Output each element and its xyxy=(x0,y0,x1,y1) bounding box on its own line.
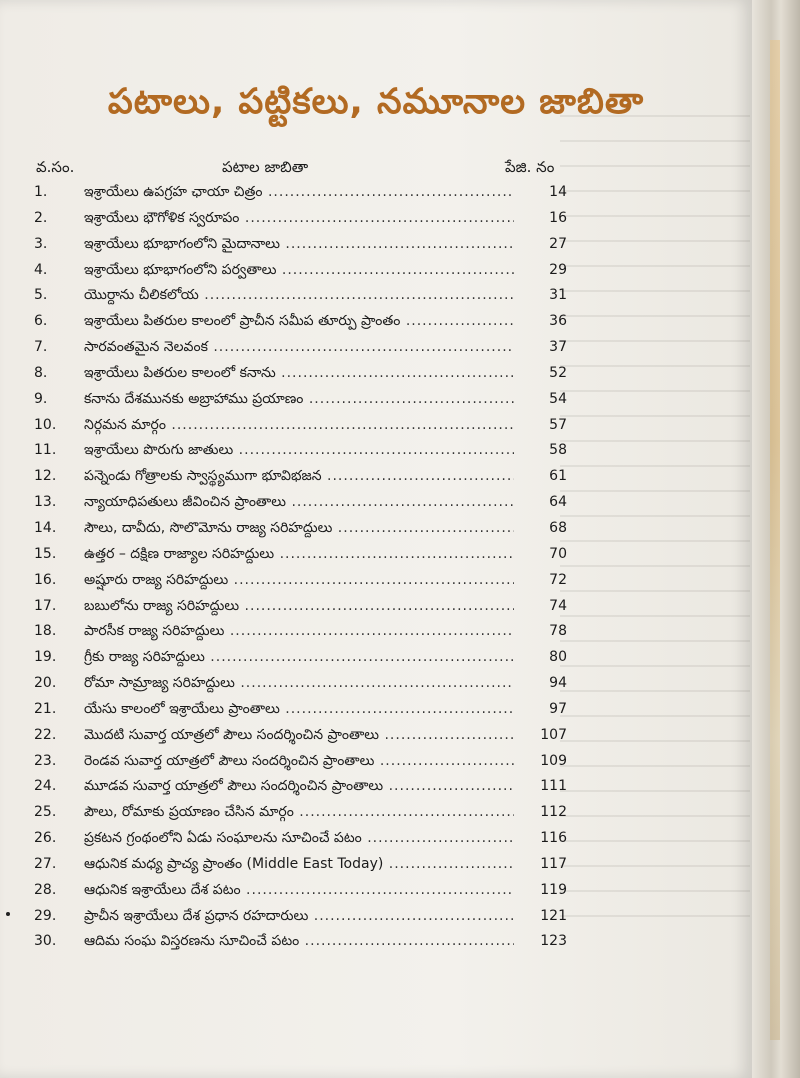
entry-title: ఇశ్రాయేలు పొరుగు జాతులు ..... xyxy=(84,442,514,461)
entry-title: న్యాయాధిపతులు జీవించిన ప్రాంతాలు ..... xyxy=(84,494,514,513)
entry-title: యొర్దాను చీలికలోయ ..... xyxy=(84,287,514,306)
entry-title: ఇశ్రాయేలు భూభాగంలోని మైదానాలు ..... xyxy=(84,236,514,255)
entry-page: 36 xyxy=(549,313,567,330)
entry-page: 112 xyxy=(540,804,567,821)
entry-page: 78 xyxy=(549,623,567,640)
entry-number: 8. xyxy=(34,364,48,381)
entry-number: 19. xyxy=(34,649,57,666)
entry-title: నిర్గమన మార్గం ..... xyxy=(84,417,514,436)
list-item xyxy=(0,878,752,904)
entry-number: 24. xyxy=(34,778,57,795)
entry-title: ఇశ్రాయేలు పితరుల కాలంలో కనాను ..... xyxy=(84,365,514,384)
entry-page: 14 xyxy=(549,184,567,200)
list-item xyxy=(0,283,752,309)
list-item xyxy=(0,335,752,361)
entry-number: 21. xyxy=(34,700,57,717)
list-item xyxy=(0,258,752,284)
list-item xyxy=(0,206,752,232)
list-item xyxy=(0,619,752,645)
entry-number: 26. xyxy=(34,830,57,847)
entry-page: 74 xyxy=(549,597,567,614)
entry-title: అష్షూరు రాజ్య సరిహద్దులు ..... xyxy=(84,572,514,591)
list-item xyxy=(0,361,752,387)
ink-dot xyxy=(6,912,10,916)
entry-title: ఇశ్రాయేలు ఉపగ్రహ ఛాయా చిత్రం ..... xyxy=(84,184,514,203)
entry-page: 72 xyxy=(549,571,567,588)
serial-header: వ.సం. xyxy=(36,158,75,176)
entry-title: ఉత్తర – దక్షిణ రాజ్యాల సరిహద్దులు ..... xyxy=(84,546,514,565)
list-item xyxy=(0,516,752,542)
entry-page: 107 xyxy=(540,726,567,743)
entry-number: 15. xyxy=(34,545,57,562)
entry-page: 54 xyxy=(549,390,567,407)
entry-number: 29. xyxy=(34,907,57,924)
entry-title: ఇశ్రాయేలు భూభాగంలోని పర్వతాలు ..... xyxy=(84,262,514,281)
entry-page: 16 xyxy=(549,209,567,226)
entry-number: 27. xyxy=(34,855,57,872)
list-item xyxy=(0,490,752,516)
entry-page: 123 xyxy=(540,933,567,950)
entry-page: 64 xyxy=(549,494,567,511)
entry-number: 9. xyxy=(34,390,48,407)
entry-page: 52 xyxy=(549,364,567,381)
entry-number: 6. xyxy=(34,313,48,330)
list-item xyxy=(0,568,752,594)
entry-number: 25. xyxy=(34,804,57,821)
entry-number: 5. xyxy=(34,287,48,304)
list-item xyxy=(0,904,752,930)
entry-title: ఇశ్రాయేలు భౌగోళిక స్వరూపం ..... xyxy=(84,210,514,229)
entry-number: 22. xyxy=(34,726,57,743)
list-item xyxy=(0,438,752,464)
entry-page: 80 xyxy=(549,649,567,666)
entry-page: 121 xyxy=(540,907,567,924)
entry-number: 30. xyxy=(34,933,57,950)
entry-title: రోమా సామ్రాజ్య సరిహద్దులు ..... xyxy=(84,675,514,694)
list-item xyxy=(0,594,752,620)
entry-title: పన్నెండు గోత్రాలకు స్వాస్థ్యముగా భూవిభజన ..... xyxy=(84,468,514,487)
entry-title: ఆధునిక ఇశ్రాయేలు దేశ పటం ..... xyxy=(84,882,514,901)
entry-page: 61 xyxy=(549,468,567,485)
entry-number: 1. xyxy=(34,184,48,200)
name-header: పటాల జాబితా xyxy=(222,158,309,176)
entry-title: మొదటి సువార్త యాత్రలో పౌలు సందర్శించిన ప్రాంతాలు ..... xyxy=(84,727,514,746)
list-item xyxy=(0,723,752,749)
map-list xyxy=(0,180,752,955)
entry-title: రెండవ సువార్త యాత్రలో పౌలు సందర్శించిన ప్రాంతాలు ..... xyxy=(84,753,514,772)
entry-number: 7. xyxy=(34,339,48,356)
entry-page: 68 xyxy=(549,519,567,536)
entry-number: 11. xyxy=(34,442,57,459)
entry-number: 4. xyxy=(34,261,48,278)
list-item xyxy=(0,697,752,723)
list-item xyxy=(0,464,752,490)
page-header: పేజి. నం xyxy=(505,158,555,176)
entry-page: 109 xyxy=(540,752,567,769)
list-item xyxy=(0,671,752,697)
page-edge-strip xyxy=(770,40,780,1040)
list-item xyxy=(0,929,752,955)
list-item xyxy=(0,180,752,206)
entry-title: పారసీక రాజ్య సరిహద్దులు ..... xyxy=(84,623,514,642)
entry-title: గ్రీకు రాజ్య సరిహద్దులు ..... xyxy=(84,649,514,668)
entry-page: 27 xyxy=(549,235,567,252)
entry-page: 57 xyxy=(549,416,567,433)
entry-title: యేసు కాలంలో ఇశ్రాయేలు ప్రాంతాలు ..... xyxy=(84,701,514,720)
entry-title: పౌలు, రోమాకు ప్రయాణం చేసిన మార్గం ..... xyxy=(84,804,514,823)
entry-number: 20. xyxy=(34,675,57,692)
entry-page: 94 xyxy=(549,675,567,692)
list-item xyxy=(0,852,752,878)
entry-page: 116 xyxy=(540,830,567,847)
list-item xyxy=(0,749,752,775)
entry-number: 23. xyxy=(34,752,57,769)
entry-number: 17. xyxy=(34,597,57,614)
list-item xyxy=(0,645,752,671)
page-title: పటాలు, పట్టికలు, నమూనాల జాబితా xyxy=(107,82,645,122)
entry-title: ఆధునిక మధ్య ప్రాచ్య ప్రాంతం (Middle East Today) ..... xyxy=(84,856,514,875)
entry-number: 2. xyxy=(34,209,48,226)
entry-page: 31 xyxy=(549,287,567,304)
entry-page: 117 xyxy=(540,855,567,872)
entry-title: ఆదిమ సంఘ విస్తరణను సూచించే పటం ..... xyxy=(84,933,514,952)
entry-page: 37 xyxy=(549,339,567,356)
list-item xyxy=(0,413,752,439)
entry-number: 13. xyxy=(34,494,57,511)
list-item xyxy=(0,826,752,852)
entry-number: 12. xyxy=(34,468,57,485)
entry-title: మూడవ సువార్త యాత్రలో పౌలు సందర్శించిన ప్రాంతాలు ..... xyxy=(84,778,514,797)
list-item xyxy=(0,542,752,568)
entry-page: 70 xyxy=(549,545,567,562)
entry-title: బబులోను రాజ్య సరిహద్దులు ..... xyxy=(84,598,514,617)
entry-title: సౌలు, దావీదు, సొలొమోను రాజ్య సరిహద్దులు ..... xyxy=(84,520,514,539)
entry-page: 58 xyxy=(549,442,567,459)
list-item xyxy=(0,800,752,826)
entry-number: 18. xyxy=(34,623,57,640)
entry-title: సారవంతమైన నెలవంక ..... xyxy=(84,339,514,358)
entry-title: కనాను దేశమునకు అబ్రాహాము ప్రయాణం ..... xyxy=(84,391,514,410)
entry-number: 10. xyxy=(34,416,57,433)
entry-number: 16. xyxy=(34,571,57,588)
entry-page: 111 xyxy=(540,778,567,795)
entry-title: ప్రాచీన ఇశ్రాయేలు దేశ ప్రధాన రహదారులు ..... xyxy=(84,908,514,927)
entry-number: 3. xyxy=(34,235,48,252)
entry-title: ఇశ్రాయేలు పితరుల కాలంలో ప్రాచీన సమీప తూర్పు ప్రాంతం ..... xyxy=(84,313,514,332)
entry-page: 97 xyxy=(549,700,567,717)
entry-number: 28. xyxy=(34,881,57,898)
list-item xyxy=(0,774,752,800)
entry-page: 119 xyxy=(540,881,567,898)
list-item xyxy=(0,309,752,335)
list-item xyxy=(0,387,752,413)
entry-title: ప్రకటన గ్రంథంలోని ఏడు సంఘాలను సూచించే పటం ..... xyxy=(84,830,514,849)
list-item xyxy=(0,232,752,258)
entry-number: 14. xyxy=(34,519,57,536)
entry-page: 29 xyxy=(549,261,567,278)
